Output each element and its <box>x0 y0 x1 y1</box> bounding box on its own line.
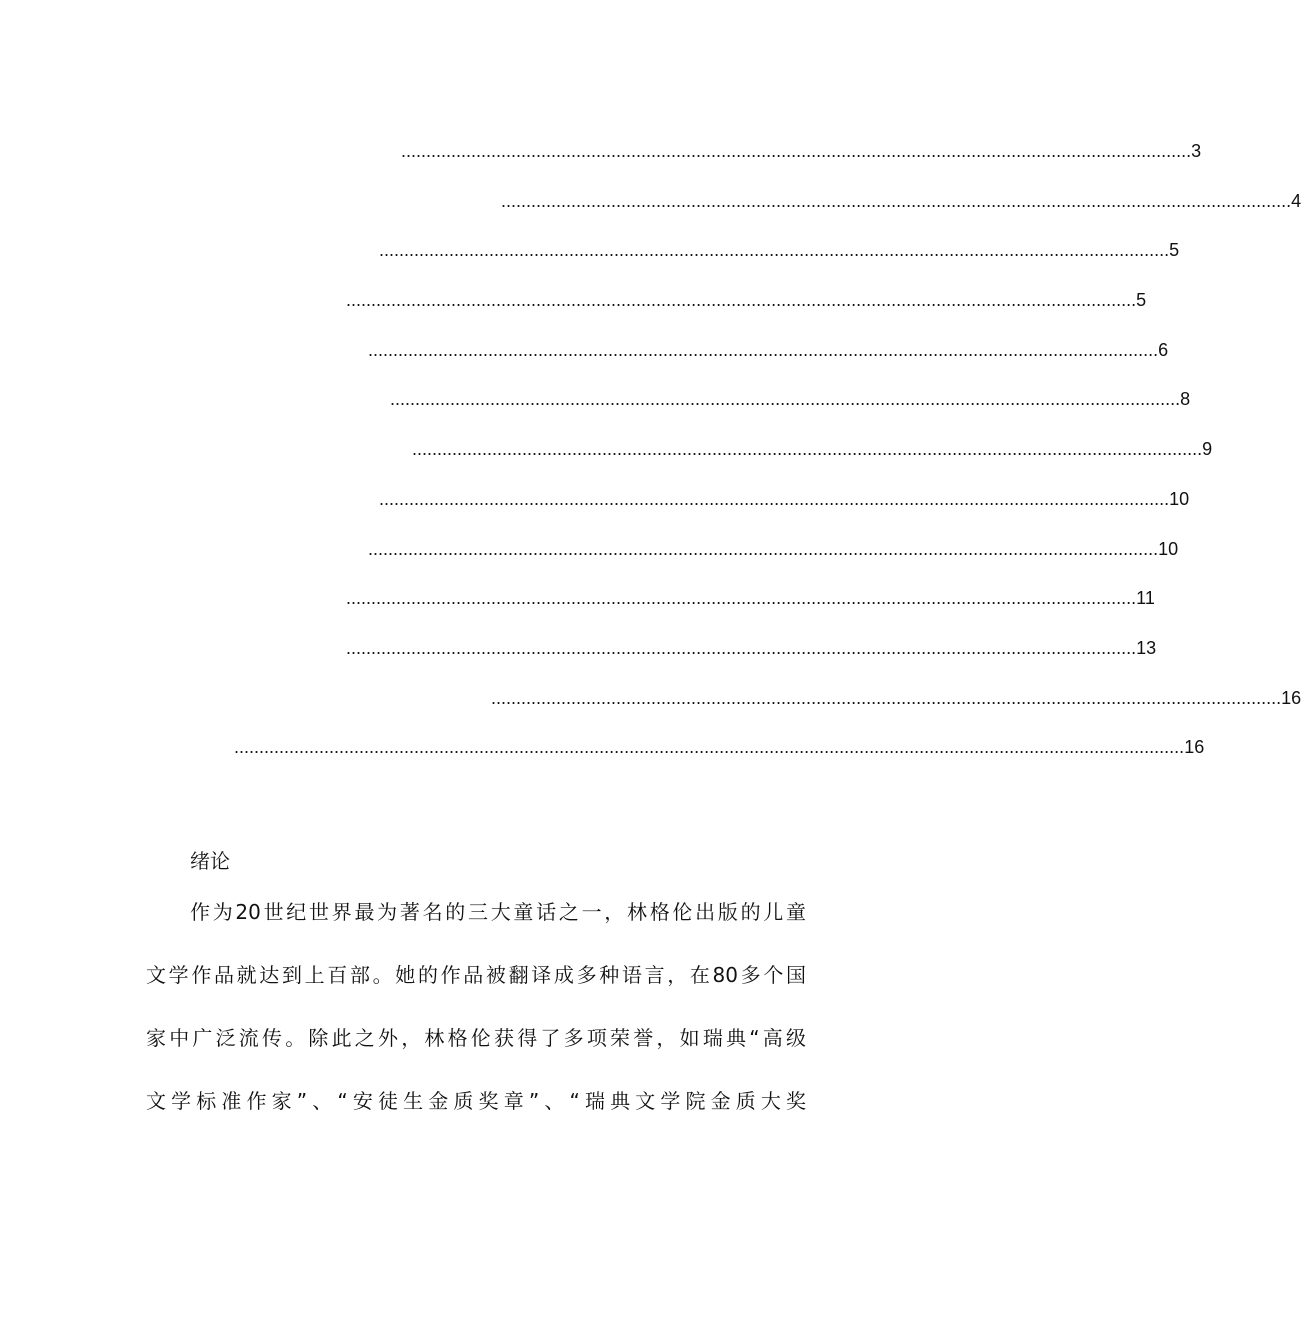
toc-dot-leader: .............................................................................................................................................................. <box>412 439 1203 459</box>
toc-dot-leader: .............................................................................................................................................................. <box>390 389 1181 409</box>
toc-entry[interactable] <box>368 537 1179 561</box>
toc-dot-leader: .............................................................................................................................................................. <box>501 191 1292 211</box>
paragraph-line: 家中广泛流传。除此之外，林格伦获得了多项荣誉，如瑞典“高级 <box>146 1026 806 1050</box>
paragraph-line: 文学作品就达到上百部。她的作品被翻译成多种语言，在80多个国 <box>146 963 806 987</box>
toc-dot-leader: .............................................................................................................................................................. <box>346 588 1137 608</box>
toc-page-number: 16 <box>1184 737 1205 757</box>
toc-page-number: 3 <box>1191 141 1202 161</box>
toc-dot-leader: .............................................................................................................................................................. <box>379 489 1170 509</box>
toc-entry[interactable] <box>346 586 1155 610</box>
toc-page-number: 11 <box>1136 588 1155 608</box>
toc-entry[interactable] <box>346 636 1157 660</box>
toc-page-number: 4 <box>1291 191 1301 211</box>
toc-dot-leader: .............................................................................................................................................................. <box>368 539 1159 559</box>
toc-dot-leader: .............................................................................................................................................................................................. <box>234 737 1185 757</box>
toc-page-number: 10 <box>1158 539 1179 559</box>
toc-page-number: 13 <box>1136 638 1157 658</box>
toc-entry[interactable] <box>412 437 1213 461</box>
toc-entry[interactable] <box>491 686 1301 710</box>
toc-page-number: 10 <box>1169 489 1190 509</box>
toc-entry[interactable] <box>390 387 1191 411</box>
toc-dot-leader: .............................................................................................................................................................. <box>346 638 1137 658</box>
toc-dot-leader: .............................................................................................................................................................. <box>346 290 1137 310</box>
toc-dot-leader: .............................................................................................................................................................. <box>491 688 1282 708</box>
toc-entry[interactable] <box>234 735 1205 759</box>
toc-dot-leader: .............................................................................................................................................................. <box>379 240 1170 260</box>
toc-entry[interactable] <box>379 238 1180 262</box>
toc-page-number: 16 <box>1281 688 1301 708</box>
toc-entry[interactable] <box>368 338 1169 362</box>
toc-entry[interactable] <box>401 139 1202 163</box>
toc-dot-leader: .............................................................................................................................................................. <box>401 141 1192 161</box>
toc-page-number: 5 <box>1169 240 1180 260</box>
paragraph-line: 作为20世纪世界最为著名的三大童话之一，林格伦出版的儿童 <box>190 900 806 924</box>
toc-entry[interactable] <box>379 487 1190 511</box>
toc-page-number: 6 <box>1158 340 1169 360</box>
toc-entry[interactable] <box>346 288 1147 312</box>
toc-dot-leader: .............................................................................................................................................................. <box>368 340 1159 360</box>
toc-page-number: 5 <box>1136 290 1147 310</box>
toc-page-number: 8 <box>1180 389 1191 409</box>
body-paragraph <box>146 897 806 1149</box>
section-heading: 绪论 <box>190 849 230 873</box>
paragraph-line: 文学标准作家”、“安徒生金质奖章”、“瑞典文学院金质大奖 <box>146 1089 806 1113</box>
toc-entry[interactable] <box>501 189 1301 213</box>
toc-page-number: 9 <box>1202 439 1213 459</box>
